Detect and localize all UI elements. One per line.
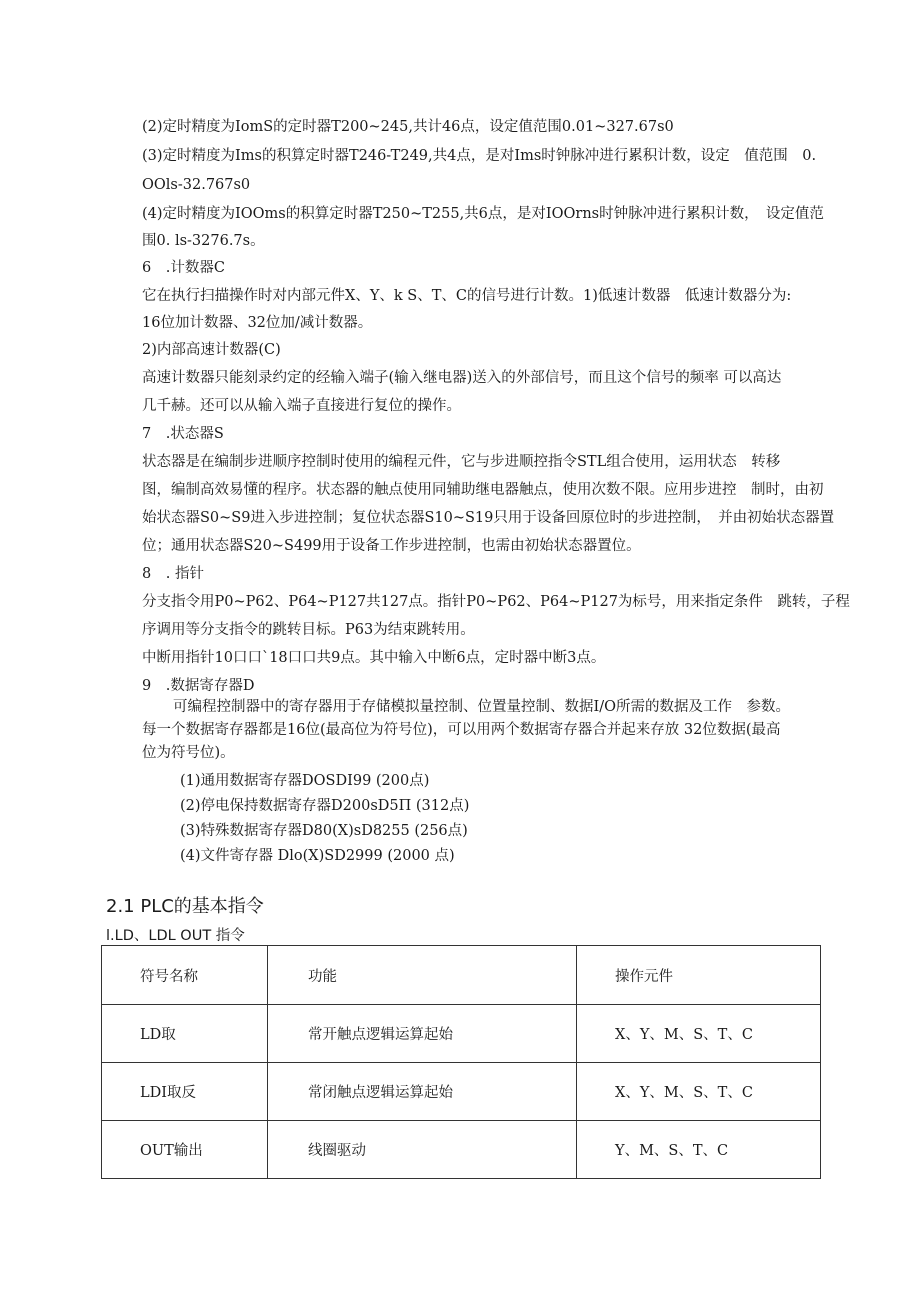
table-header-cell: 操作元件	[577, 946, 821, 1005]
counter-heading: 6 .计数器C	[142, 260, 225, 276]
section-heading: 2.1 PLC的基本指令	[106, 896, 264, 917]
state-register-line-2: 图，编制高效易懂的程序。状态器的触点使用同辅助继电器触点，使用次数不限。应用步进控 制时，由初	[142, 482, 824, 498]
pointer-heading: 8 . 指针	[142, 566, 204, 582]
state-register-line-4: 位；通用状态器S20~S499用于设备工作步进控制，也需由初始状态器置位。	[142, 538, 641, 554]
table-row	[102, 1005, 821, 1063]
timer-precision-10ms-text: (2)定时精度为IomS的定时器T200~245,共计46点，设定值范围0.01~327.67s0	[142, 119, 674, 135]
data-register-line-2: 每一个数据寄存器都是16位(最高位为符号位)，可以用两个数据寄存器合并起来存放 32位数据(最高	[142, 722, 781, 738]
table-cell: X、Y、M、S、T、C	[577, 1063, 821, 1121]
table-header-row	[102, 946, 821, 1005]
table-cell: OUT输出	[102, 1121, 268, 1179]
pointer-line-1: 分支指令用P0~P62、P64~P127共127点。指针P0~P62、P64~P127为标号，用来指定条件 跳转，子程	[142, 594, 850, 610]
counter-description-continued: 16位加计数器、32位加/减计数器。	[142, 315, 373, 331]
table-cell: X、Y、M、S、T、C	[577, 1005, 821, 1063]
table-cell: LDI取反	[102, 1063, 268, 1121]
table-header-cell: 符号名称	[102, 946, 268, 1005]
high-speed-counter-description-continued: 几千赫。还可以从输入端子直接进行复位的操作。	[142, 398, 461, 414]
instruction-table	[101, 945, 821, 1179]
timer-precision-100ms-text: (4)定时精度为IOOms的积算定时器T250~T255,共6点，是对IOOrns时钟脉冲进行累积计数， 设定值范	[142, 206, 824, 222]
table-cell: 线圈驱动	[268, 1121, 577, 1179]
data-register-line-1: 可编程控制器中的寄存器用于存储模拟量控制、位置量控制、数据I/O所需的数据及工作 参数。	[173, 699, 790, 715]
timer-precision-100ms-continued: 围0. ls-3276.7s。	[142, 233, 265, 249]
data-register-item-battery-backed: (2)停电保持数据寄存器D200sD5Π (312点)	[180, 798, 470, 814]
sub-heading: l.LD、LDL OUT 指令	[106, 928, 245, 944]
data-register-item-file: (4)文件寄存器 Dlo(X)SD2999 (2000 点)	[180, 848, 455, 864]
table-cell: 常闭触点逻辑运算起始	[268, 1063, 577, 1121]
data-register-heading: 9 .数据寄存器D	[142, 678, 255, 694]
table-row	[102, 1121, 821, 1179]
table-cell: 常开触点逻辑运算起始	[268, 1005, 577, 1063]
interrupt-pointer-line: 中断用指针10口口`18口口共9点。其中输入中断6点，定时器中断3点。	[142, 650, 606, 666]
pointer-line-2: 序调用等分支指令的跳转目标。P63为结束跳转用。	[142, 622, 475, 638]
state-register-line-1: 状态器是在编制步进顺序控制时使用的编程元件，它与步进顺控指令STL组合使用，运用状态 转移	[142, 454, 781, 470]
high-speed-counter-heading: 2)内部高速计数器(C)	[142, 342, 281, 358]
high-speed-counter-description: 高速计数器只能刻录约定的经输入端子(输入继电器)送入的外部信号，而且这个信号的频率 可以高达	[142, 370, 782, 386]
timer-precision-1ms-continued: OOls-32.767s0	[142, 177, 251, 193]
timer-precision-1ms-text: (3)定时精度为Ims的积算定时器T246-T249,共4点，是对Ims时钟脉冲进行累积计数，设定 值范围 0.	[142, 148, 817, 164]
counter-description: 它在执行扫描操作时对内部元件X、Y、k S、T、C的信号进行计数。1)低速计数器 低速计数器分为:	[142, 288, 792, 304]
state-register-line-3: 始状态器S0~S9进入步进控制；复位状态器S10~S19只用于设备回原位时的步进控制， 并由初始状态器置	[142, 510, 835, 526]
data-register-item-special: (3)特殊数据寄存器D80(X)sD8255 (256点)	[180, 823, 468, 839]
data-register-item-general: (1)通用数据寄存器DOSDI99 (200点)	[180, 773, 430, 789]
data-register-line-3: 位为符号位)。	[142, 745, 235, 761]
state-register-heading: 7 .状态器S	[142, 426, 224, 442]
table-cell: LD取	[102, 1005, 268, 1063]
table-row	[102, 1063, 821, 1121]
table-cell: Y、M、S、T、C	[577, 1121, 821, 1179]
table-header-cell: 功能	[268, 946, 577, 1005]
